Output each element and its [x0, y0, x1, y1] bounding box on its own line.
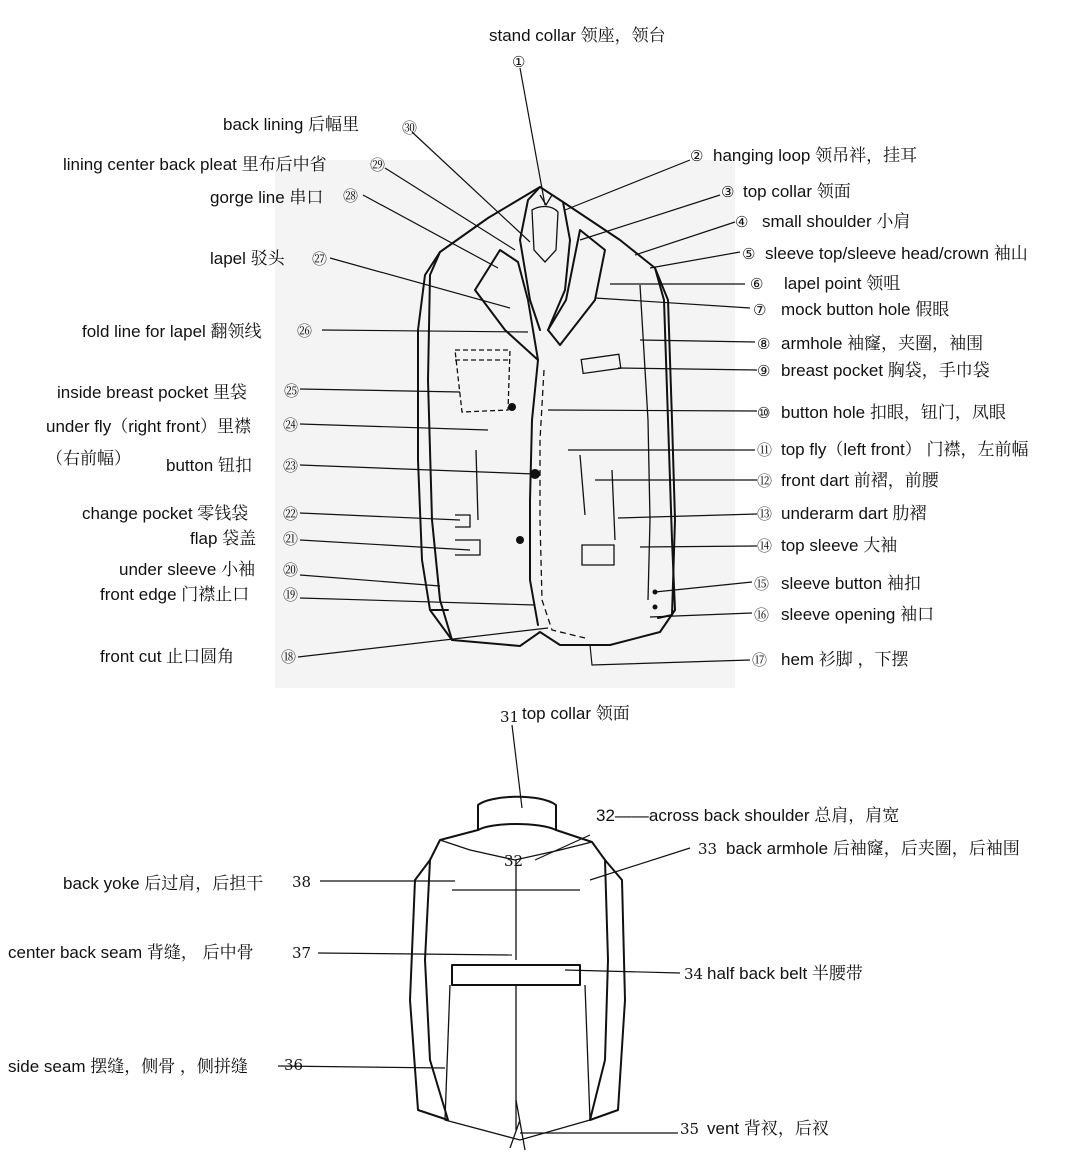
label-25-numeral: ㉕ [284, 382, 300, 400]
label-32-text: 32——across back shoulder 总肩，肩宽 [596, 806, 900, 825]
label-36-numeral: 36 [284, 1056, 304, 1074]
back-jacket-drawing [410, 797, 625, 1150]
label-20-text: under sleeve 小袖 [119, 560, 256, 579]
label-25-text: inside breast pocket 里袋 [57, 383, 247, 402]
label-5-text: sleeve top/sleeve head/crown 袖山 [765, 244, 1028, 263]
label-18-text: front cut 止口圆角 [100, 647, 235, 666]
label-4-text: small shoulder 小肩 [762, 212, 911, 231]
label-11-text: top fly（left front） 门襟，左前幅 [781, 440, 1029, 459]
label-30-text: back lining 后幅里 [223, 115, 360, 134]
scan-background [275, 160, 735, 688]
label-37-numeral: 37 [292, 944, 312, 962]
back-collar [478, 797, 556, 830]
label-7-numeral: ⑦ [753, 301, 767, 319]
label-13-text: underarm dart 肋褶 [781, 504, 927, 523]
label-20-numeral: ⑳ [283, 561, 299, 579]
label-29-text: lining center back pleat 里布后中省 [63, 155, 327, 174]
label-33-text: back armhole 后袖窿，后夹圈，后袖围 [726, 839, 1020, 858]
back-leader-lines [278, 725, 690, 1133]
back-labels [8, 704, 1020, 1138]
label-3-numeral: ③ [721, 183, 735, 201]
label-27-numeral: ㉗ [312, 250, 328, 268]
label-35-numeral: 35 [680, 1120, 700, 1138]
label-32-inner-numeral: 32 [504, 852, 524, 870]
label-14-numeral: ⑭ [757, 537, 773, 555]
label-22-numeral: ㉒ [283, 505, 299, 523]
label-24-numeral: ㉔ [283, 416, 299, 434]
label-34-text: half back belt 半腰带 [707, 964, 863, 983]
label-16-numeral: ⑯ [754, 606, 770, 624]
label-13-numeral: ⑬ [757, 505, 773, 523]
label-21-numeral: ㉑ [283, 530, 299, 548]
label-19-numeral: ⑲ [283, 586, 299, 604]
front-button-3 [516, 536, 524, 544]
label-38-numeral: 38 [292, 873, 312, 891]
label-1-text: stand collar 领座，领台 [489, 26, 666, 45]
label-24-text: under fly（right front）里襟 [46, 417, 252, 436]
label-2-numeral: ② [690, 147, 704, 165]
label-23-text: button 钮扣 [166, 456, 252, 475]
label-19-text: front edge 门襟止口 [100, 585, 250, 604]
label-35-text: vent 背衩，后衩 [707, 1119, 829, 1138]
label-3-text: top collar 领面 [743, 182, 851, 201]
label-26-text: fold line for lapel 翻领线 [82, 322, 262, 341]
label-12-numeral: ⑫ [757, 472, 773, 490]
label-24-note: （右前幅） [46, 449, 131, 468]
label-14-text: top sleeve 大袖 [781, 536, 898, 555]
label-17-numeral: ⑰ [752, 651, 768, 669]
label-23-numeral: ㉓ [283, 457, 299, 475]
label-16-text: sleeve opening 袖口 [781, 605, 935, 624]
front-button-1 [508, 403, 516, 411]
label-31-text: top collar 领面 [522, 704, 630, 723]
vent-shape [510, 1100, 525, 1150]
label-2-text: hanging loop 领吊袢，挂耳 [713, 146, 918, 165]
label-11-numeral: ⑪ [757, 441, 773, 459]
label-9-text: breast pocket 胸袋，手巾袋 [781, 361, 990, 380]
label-4-numeral: ④ [735, 213, 749, 231]
half-back-belt [452, 965, 580, 985]
label-36-text: side seam 摆缝，侧骨 ，侧拼缝 [8, 1057, 248, 1076]
label-6-numeral: ⑥ [750, 275, 764, 293]
label-8-text: armhole 袖窿，夹圈，袖围 [781, 334, 984, 353]
label-29-numeral: ㉙ [370, 156, 386, 174]
label-15-text: sleeve button 袖扣 [781, 574, 921, 593]
label-26-numeral: ㉖ [297, 322, 313, 340]
label-17-text: hem 衫脚 ，下摆 [781, 650, 909, 669]
label-28-numeral: ㉘ [343, 187, 359, 205]
label-5-numeral: ⑤ [742, 245, 756, 263]
label-33-numeral: 33 [698, 840, 718, 858]
label-12-text: front dart 前褶，前腰 [781, 471, 939, 490]
label-18-numeral: ⑱ [281, 648, 297, 666]
label-15-numeral: ⑮ [754, 575, 770, 593]
label-38-text: back yoke 后过肩，后担干 [63, 874, 264, 893]
label-31-numeral: 31 [500, 708, 520, 726]
label-1-numeral: ① [512, 53, 526, 71]
label-6-text: lapel point 领咀 [784, 274, 901, 293]
label-10-numeral: ⑩ [757, 404, 771, 422]
label-27-text: lapel 驳头 [210, 249, 285, 268]
label-10-text: button hole 扣眼，钮门，凤眼 [781, 403, 1006, 422]
label-21-text: flap 袋盖 [190, 529, 257, 548]
label-37-text: center back seam 背缝， 后中骨 [8, 943, 254, 962]
label-22-text: change pocket 零钱袋 [82, 504, 249, 523]
label-7-text: mock button hole 假眼 [781, 300, 950, 319]
label-34-numeral: 34 [684, 965, 704, 983]
label-9-numeral: ⑨ [757, 362, 771, 380]
label-30-numeral: ㉚ [402, 119, 418, 137]
label-8-numeral: ⑧ [757, 335, 771, 353]
label-28-text: gorge line 串口 [210, 188, 324, 207]
